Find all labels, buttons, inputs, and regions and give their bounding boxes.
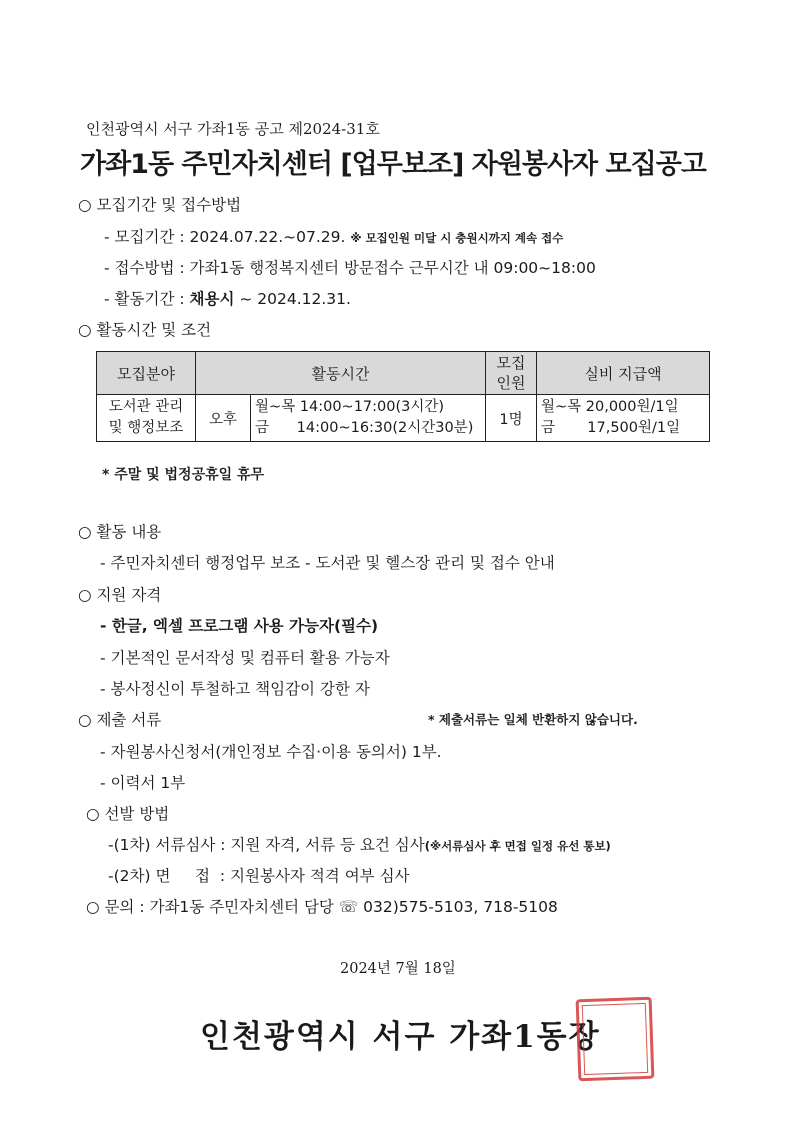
section-selection-heading: ○ 선발 방법	[86, 805, 170, 823]
cell-ampm: 오후	[196, 395, 251, 442]
header-field: 모집분야	[97, 352, 196, 395]
section-conditions-heading: ○ 활동시간 및 조건	[78, 321, 212, 339]
activity-line: - 주민자치센터 행정업무 보조 - 도서관 및 헬스장 관리 및 접수 안내	[100, 554, 555, 572]
activity-period	[104, 287, 351, 309]
contact-line: ○ 문의 : 가좌1동 주민자치센터 담당 ☏ 032)575-5103, 718-5108	[86, 898, 558, 916]
pay-line2: 금 17,500원/1일	[541, 420, 681, 436]
selection-step2: -(2차) 면 접 : 지원봉사자 적격 여부 심사	[108, 867, 410, 885]
notice-number: 인천광역시 서구 가좌1동 공고 제2024-31호	[86, 120, 380, 138]
qualification-item-2: - 기본적인 문서작성 및 컴퓨터 활용 가능자	[100, 649, 390, 667]
signature: 인천광역시 서구 가좌1동장	[200, 1019, 601, 1055]
section-activity-heading: ○ 활동 내용	[78, 523, 162, 541]
table-header-row	[97, 352, 710, 395]
official-seal-icon	[576, 997, 655, 1082]
times-line1: 월~목 14:00~17:00(3시간)	[255, 399, 445, 415]
holiday-note: * 주말 및 법정공휴일 휴무	[102, 467, 265, 483]
field-line2: 및 행정보조	[108, 420, 184, 436]
activity-period-rest: ~ 2024.12.31.	[239, 290, 351, 308]
section-qualification-heading: ○ 지원 자격	[78, 586, 162, 604]
times-line2: 금 14:00~16:30(2시간30분)	[255, 420, 474, 436]
cell-times	[251, 395, 486, 442]
qualification-item-1: - 한글, 엑셀 프로그램 사용 가능자(필수)	[100, 617, 379, 635]
recruit-period	[104, 225, 563, 247]
recruit-method: - 접수방법 : 가좌1동 행정복지센터 방문접수 근무시간 내 09:00~18:00	[104, 259, 596, 277]
header-count-line2: 인원	[496, 374, 526, 392]
header-count	[486, 352, 537, 395]
page-title: 가좌1동 주민자치센터 [업무보조] 자원봉사자 모집공고	[80, 149, 706, 180]
cell-pay	[537, 395, 710, 442]
recruit-period-note: ※ 모집인원 미달 시 충원시까지 계속 접수	[350, 231, 564, 245]
documents-item-2: - 이력서 1부	[100, 774, 186, 792]
selection-step1-text: -(1차) 서류심사 : 지원 자격, 서류 등 요건 심사	[108, 836, 425, 854]
table-row	[97, 395, 710, 442]
header-time: 활동시간	[196, 352, 486, 395]
conditions-table	[96, 351, 710, 442]
section-recruit-heading: ○ 모집기간 및 접수방법	[78, 196, 242, 214]
cell-count: 1명	[486, 395, 537, 442]
header-count-line1: 모집	[496, 354, 526, 372]
documents-note: * 제출서류는 일체 반환하지 않습니다.	[428, 712, 638, 727]
notice-date: 2024년 7월 18일	[340, 961, 456, 977]
cell-field	[97, 395, 196, 442]
recruit-period-text: - 모집기간 : 2024.07.22.~07.29.	[104, 228, 346, 246]
activity-period-bold: 채용시	[189, 290, 235, 308]
pay-line1: 월~목 20,000원/1일	[541, 399, 679, 415]
qualification-item-3: - 봉사정신이 투철하고 책임감이 강한 자	[100, 680, 370, 698]
section-documents-heading: ○ 제출 서류	[78, 711, 162, 729]
activity-period-label: - 활동기간 :	[104, 290, 185, 308]
documents-item-1: - 자원봉사신청서(개인정보 수집·이용 동의서) 1부.	[100, 743, 442, 761]
field-line1: 도서관 관리	[108, 399, 184, 415]
selection-step1-note: (※서류심사 후 면접 일정 유선 통보)	[424, 839, 611, 853]
seal-inner-border	[582, 1003, 648, 1075]
header-pay: 실비 지급액	[537, 352, 710, 395]
selection-step1	[108, 833, 611, 855]
